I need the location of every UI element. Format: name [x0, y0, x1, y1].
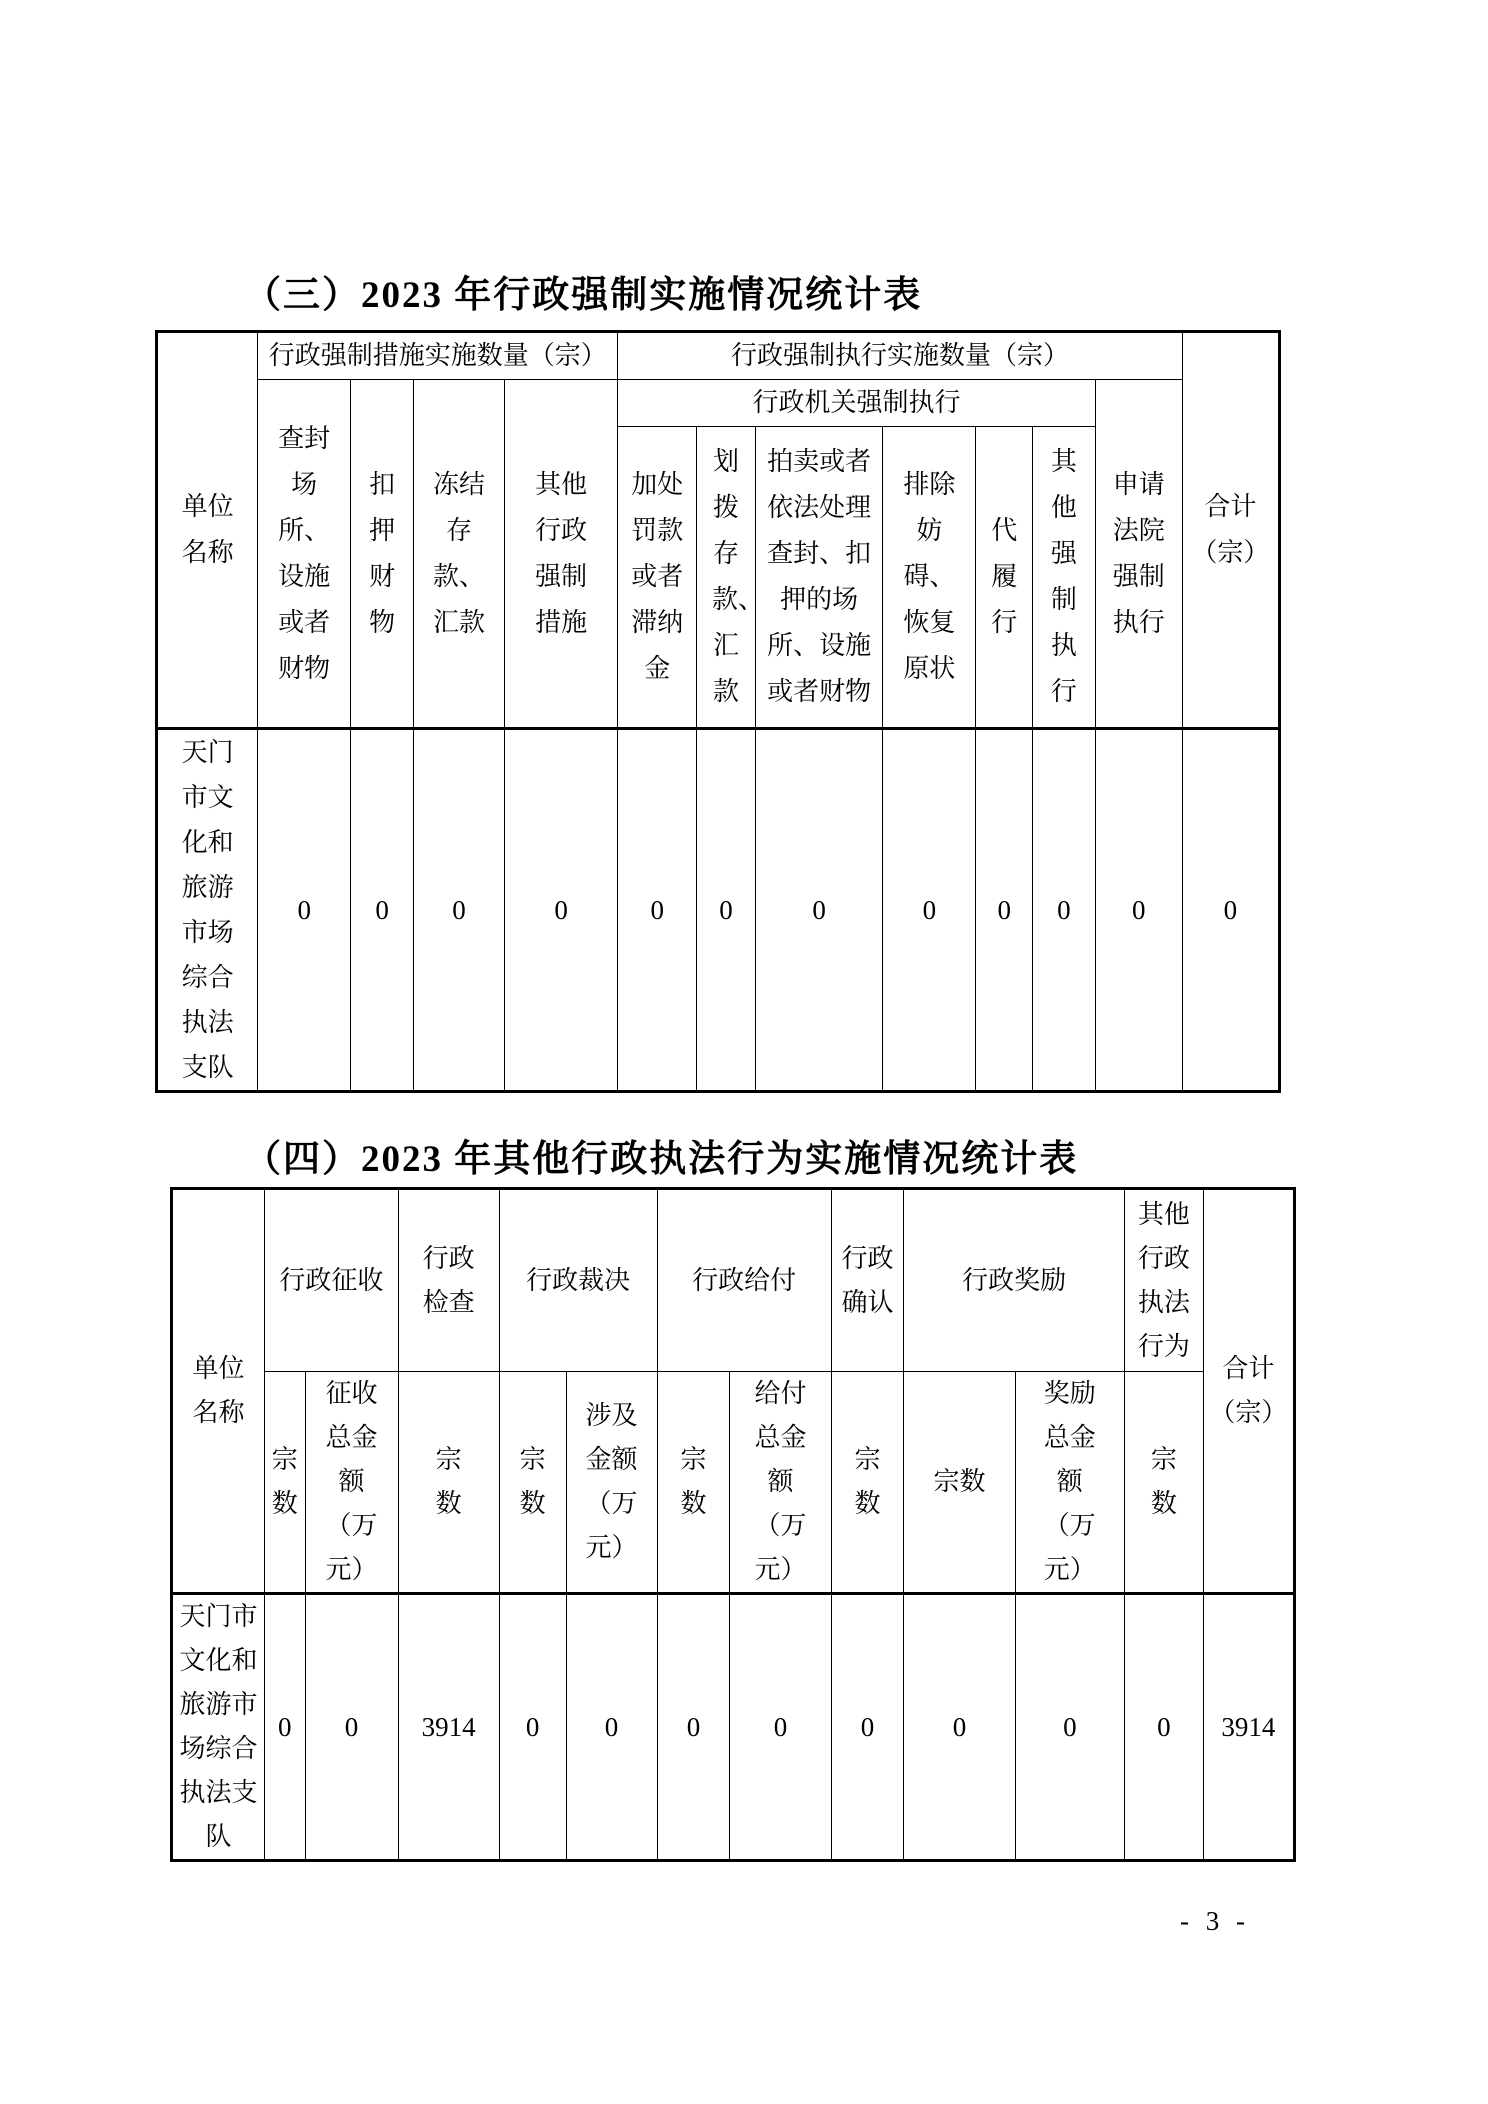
t1-value-cell: 0: [883, 729, 976, 1092]
t1-value-cell: 0: [755, 729, 882, 1092]
t1-header-substitute-performance: 代履行: [976, 427, 1033, 729]
t1-header-remove-obstruction: 排除妨碍、恢复原状: [883, 427, 976, 729]
t2-value-cell: 0: [904, 1594, 1015, 1861]
t2-header-payment-amount: 给付总金额（万元）: [730, 1372, 831, 1594]
t1-value-cell: 0: [258, 729, 351, 1092]
t2-value-cell: 0: [1015, 1594, 1124, 1861]
t2-unit-name-cell: 天门市文化和旅游市场综合执法支队: [172, 1594, 265, 1861]
t1-header-group-enforcement: 行政强制执行实施数量（宗）: [618, 332, 1183, 380]
t2-header-group-adjudication: 行政裁决: [499, 1189, 657, 1372]
t2-value-cell: 0: [657, 1594, 730, 1861]
t2-header-group-other-acts: 其他行政执法行为: [1124, 1189, 1203, 1372]
t2-header-reward-amount: 奖励总金额（万元）: [1015, 1372, 1124, 1594]
t1-value-cell: 0: [976, 729, 1033, 1092]
t1-value-cell: 0: [504, 729, 617, 1092]
t2-header-adjudication-count: 宗数: [499, 1372, 566, 1594]
table-row: [157, 729, 1280, 1092]
t1-header-unit-name: 单位名称: [157, 332, 258, 729]
t1-header-other-enforcement: 其他强制执行: [1033, 427, 1096, 729]
table2-title: （四）2023 年其他行政执法行为实施情况统计表: [244, 1139, 1079, 1180]
t2-header-unit-name: 单位名称: [172, 1189, 265, 1594]
t1-value-cell: 0: [1033, 729, 1096, 1092]
t2-header-confirmation-count: 宗数: [831, 1372, 904, 1594]
t2-value-cell: 3914: [398, 1594, 499, 1861]
t2-value-cell: 0: [566, 1594, 657, 1861]
t1-unit-name-cell: 天门市文化和旅游市场综合执法支队: [157, 729, 258, 1092]
t1-value-cell: 0: [1182, 729, 1279, 1092]
t2-header-other-acts-count: 宗数: [1124, 1372, 1203, 1594]
t1-header-court-enforcement: 申请法院强制执行: [1095, 380, 1182, 729]
other-law-enforcement-table: [170, 1187, 1296, 1862]
t1-value-cell: 0: [413, 729, 504, 1092]
t1-header-auction-dispose: 拍卖或者依法处理查封、扣押的场所、设施或者财物: [755, 427, 882, 729]
t1-header-additional-fines: 加处罚款或者滞纳金: [618, 427, 697, 729]
t1-value-cell: 0: [351, 729, 414, 1092]
t2-header-levy-amount: 征收总金额（万元）: [305, 1372, 398, 1594]
t2-header-group-payment: 行政给付: [657, 1189, 831, 1372]
t2-header-group-reward: 行政奖励: [904, 1189, 1125, 1372]
t1-header-transfer-deposits: 划拨存款、汇款: [697, 427, 756, 729]
t2-header-payment-count: 宗数: [657, 1372, 730, 1594]
t1-header-total: 合计（宗）: [1182, 332, 1279, 729]
table-row: [172, 1594, 1295, 1861]
t1-header-seal-premises: 查封场所、设施或者财物: [258, 380, 351, 729]
t2-header-inspection-count: 宗数: [398, 1372, 499, 1594]
t2-value-cell: 0: [831, 1594, 904, 1861]
t2-header-adjudication-amount: 涉及金额（万元）: [566, 1372, 657, 1594]
t1-header-group-agency-enforcement: 行政机关强制执行: [618, 380, 1095, 427]
t1-value-cell: 0: [697, 729, 756, 1092]
t1-header-group-measures: 行政强制措施实施数量（宗）: [258, 332, 618, 380]
t1-header-seize-property: 扣押财物: [351, 380, 414, 729]
t1-value-cell: 0: [618, 729, 697, 1092]
t2-value-cell: 0: [730, 1594, 831, 1861]
t2-value-cell: 0: [265, 1594, 305, 1861]
t1-header-other-measures: 其他行政强制措施: [504, 380, 617, 729]
enforcement-implementation-table: [155, 330, 1281, 1093]
t2-value-cell: 3914: [1203, 1594, 1294, 1861]
t2-value-cell: 0: [1124, 1594, 1203, 1861]
t1-value-cell: 0: [1095, 729, 1182, 1092]
t2-header-levy-count: 宗数: [265, 1372, 305, 1594]
t2-header-group-levy: 行政征收: [265, 1189, 399, 1372]
t2-header-group-inspection: 行政检查: [398, 1189, 499, 1372]
t1-header-freeze-deposits: 冻结存款、汇款: [413, 380, 504, 729]
t2-header-group-confirmation: 行政确认: [831, 1189, 904, 1372]
table1-title: （三）2023 年行政强制实施情况统计表: [244, 275, 923, 316]
page-number: - 3 -: [1180, 1906, 1250, 1936]
t2-header-reward-count: 宗数: [904, 1372, 1015, 1594]
t2-header-total: 合计（宗）: [1203, 1189, 1294, 1594]
t2-value-cell: 0: [305, 1594, 398, 1861]
t2-value-cell: 0: [499, 1594, 566, 1861]
